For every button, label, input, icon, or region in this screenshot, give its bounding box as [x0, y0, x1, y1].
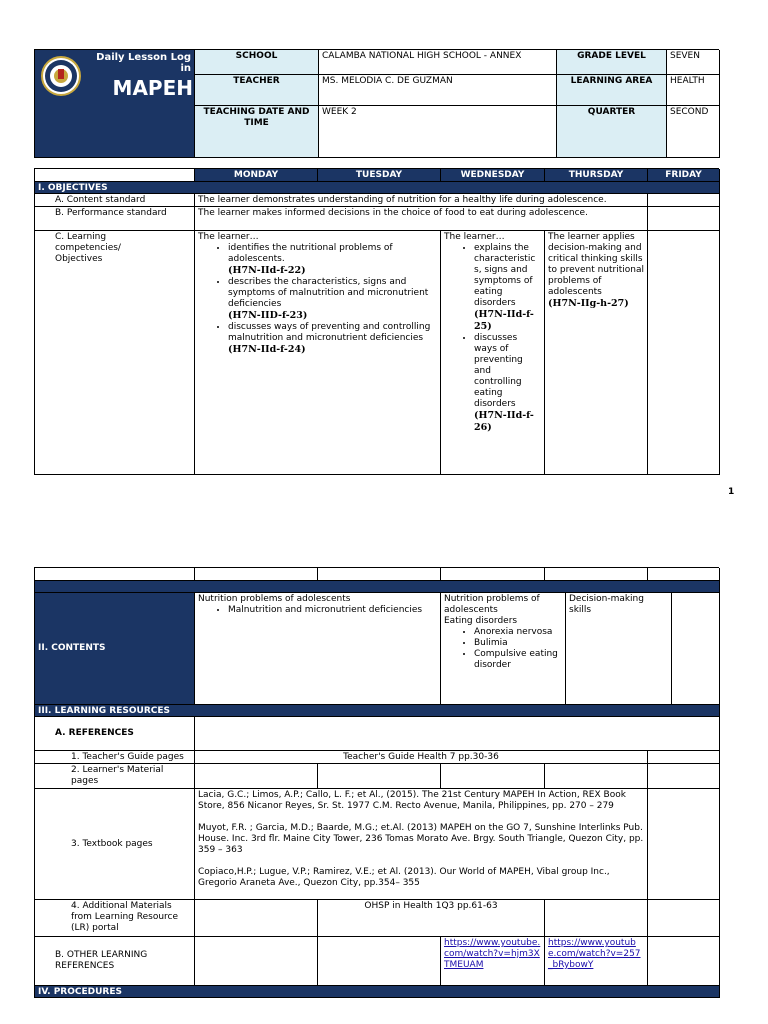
list-item: • describes the characteristics, signs and symptoms of malnutrition and micronutrient deficiencies (H7N-IID-f-23): [228, 277, 437, 322]
competency-wednesday: [441, 231, 545, 475]
day-monday: MONDAY: [195, 169, 318, 182]
mon-intro: The learner…: [198, 232, 259, 242]
competency-friday: [648, 231, 720, 475]
area-value: HEALTH: [667, 75, 720, 106]
contents-table: [34, 567, 719, 998]
blank-row-cell: [648, 568, 720, 581]
tg-value: Teacher's Guide Health 7 pp.30-36: [195, 751, 648, 764]
additional-thursday: [545, 900, 648, 937]
textbook-friday: [648, 789, 720, 900]
youtube-link-thursday[interactable]: https://www.youtube.com/watch?v=257_bRybowY: [548, 938, 641, 970]
contents-mon-text: Nutrition problems of adolescents: [198, 594, 351, 604]
list-item: • explains the characteristic s, signs and symptoms of eating disorders (H7N-IId-f-25): [474, 243, 541, 333]
log-title-line1: Daily Lesson Log: [96, 52, 191, 63]
other-friday: [648, 937, 720, 986]
contents-section-label: II. CONTENTS: [35, 593, 195, 705]
competency-label: [35, 231, 195, 475]
content-standard-label: A. Content standard: [35, 194, 195, 207]
resources-section-bar: III. LEARNING RESOURCES: [35, 705, 720, 717]
school-value: CALAMBA NATIONAL HIGH SCHOOL - ANNEX: [319, 50, 557, 75]
list-item: • Malnutrition and micronutrient deficiencies: [228, 605, 437, 616]
list-item: • Bulimia: [474, 638, 562, 649]
quarter-value: SECOND: [667, 106, 720, 158]
log-title-line2: in: [180, 63, 191, 74]
textbook-ref: Lacia, G.C.; Limos, A.P.; Callo, L. F.; et Al., (2015). The 21st Century MAPEH In Action, REX Book Store, 856 Nicanor Reyes, Sr. St. 1977 C.M. Recto Avenue, Manila, Philippines, pp. 270 – 279: [198, 790, 626, 811]
contents-thursday: Decision-making skills: [566, 593, 672, 705]
competency-code: (H7N-IId-f-22): [228, 265, 306, 276]
lm-wednesday: [441, 764, 545, 789]
list-item: • identifies the nutritional problems of adolescents. (H7N-IId-f-22): [228, 243, 437, 277]
contents-mon-list: [198, 605, 437, 616]
competency-thursday: [545, 231, 648, 475]
school-label: SCHOOL: [195, 50, 319, 75]
references-label: A. REFERENCES: [35, 717, 195, 751]
other-tuesday: [318, 937, 441, 986]
tg-label: 1. Teacher's Guide pages: [35, 751, 195, 764]
deped-seal-logo: [41, 56, 81, 96]
competency-code: (H7N-IId-f-26): [474, 410, 534, 433]
lm-friday: [648, 764, 720, 789]
performance-standard-friday: [648, 207, 720, 231]
contents-wednesday: [441, 593, 566, 705]
objectives-section-bar: I. OBJECTIVES: [35, 182, 720, 194]
day-tuesday: TUESDAY: [318, 169, 441, 182]
quarter-label: QUARTER: [557, 106, 667, 158]
lm-tuesday: [318, 764, 441, 789]
textbook-ref: Muyot, F.R. ; Garcia, M.D.; Baarde, M.G.; et.Al. (2013) MAPEH on the GO 7, Sunshine Interlinks Pub. House. Inc. 3rd flr. Maine City Tower, 236 Tomas Morato Ave. Brgy. South Triangle, Quezon City, pp. 359 – 363: [198, 823, 644, 855]
list-item: • discusses ways of preventing and controlling malnutrition and micronutrient deficiencies (H7N-IId-f-24): [228, 322, 437, 356]
blank-row-label: [35, 568, 195, 581]
blank-row-cell: [545, 568, 648, 581]
blank-row-cell: [318, 568, 441, 581]
tg-friday: [648, 751, 720, 764]
other-monday: [195, 937, 318, 986]
content-standard-value: The learner demonstrates understanding of nutrition for a healthy life during adolescence.: [195, 194, 648, 207]
other-refs-label: B. OTHER LEARNING REFERENCES: [35, 937, 195, 986]
competency-monday-tuesday: [195, 231, 441, 475]
other-thursday: [545, 937, 648, 986]
textbook-refs: [195, 789, 648, 900]
wed-objectives-list: [444, 243, 541, 434]
blank-row-cell: [195, 568, 318, 581]
contents-wed-text2: Eating disorders: [444, 616, 518, 626]
textbook-label: 3. Textbook pages: [35, 789, 195, 900]
contents-wed-list: [444, 627, 562, 671]
list-item: • Anorexia nervosa: [474, 627, 562, 638]
performance-standard-label: B. Performance standard: [35, 207, 195, 231]
list-item: • discusses ways of preventing and controlling eating disorders (H7N-IId-f-26): [474, 333, 541, 434]
grade-value: SEVEN: [667, 50, 720, 75]
competency-code: (H7N-IIg-h-27): [548, 298, 629, 309]
competency-code: (H7N-IId-f-24): [228, 344, 306, 355]
navy-spacer-bar: [35, 581, 720, 593]
day-wednesday: WEDNESDAY: [441, 169, 545, 182]
list-item: • Compulsive eating disorder: [474, 649, 562, 671]
objectives-table: [34, 168, 719, 475]
competency-code: (H7N-IId-f-25): [474, 309, 534, 332]
area-label: LEARNING AREA: [557, 75, 667, 106]
textbook-ref: Copiaco,H.P.; Lugue, V.P.; Ramirez, V.E.; et Al. (2013). Our World of MAPEH, Vibal group Inc., Gregorio Araneta Ave., Quezon City, pp.354– 355: [198, 867, 610, 888]
competency-code: (H7N-IID-f-23): [228, 310, 308, 321]
day-header-blank: [35, 169, 195, 182]
additional-value: OHSP in Health 1Q3 pp.61-63: [318, 900, 545, 937]
date-value: WEEK 2: [319, 106, 557, 158]
procedures-section-bar: IV. PROCEDURES: [35, 986, 720, 998]
references-value: [195, 717, 720, 751]
content-standard-friday: [648, 194, 720, 207]
mon-objectives-list: [198, 243, 437, 356]
teacher-label: TEACHER: [195, 75, 319, 106]
contents-monday-tuesday: [195, 593, 441, 705]
lm-thursday: [545, 764, 648, 789]
wed-intro: The learner…: [444, 232, 505, 242]
additional-label: 4. Additional Materials from Learning Resource (LR) portal: [35, 900, 195, 937]
log-title: [83, 52, 191, 74]
header-table: [34, 49, 719, 158]
contents-friday: [672, 593, 720, 705]
day-thursday: THURSDAY: [545, 169, 648, 182]
teacher-value: MS. MELODIA C. DE GUZMAN: [319, 75, 557, 106]
date-label: TEACHING DATE AND TIME: [195, 106, 319, 158]
youtube-link-wednesday[interactable]: https://www.youtube.com/watch?v=hjm3XTMEUAM: [444, 938, 541, 970]
page-number: 1: [728, 487, 735, 497]
day-friday: FRIDAY: [648, 169, 720, 182]
subject-title: MAPEH: [112, 76, 193, 100]
lm-monday: [195, 764, 318, 789]
contents-wed-text1: Nutrition problems of adolescents: [444, 594, 540, 615]
competency-label-text: C. Learning competencies/ Objectives: [55, 232, 121, 264]
additional-friday: [648, 900, 720, 937]
performance-standard-value: The learner makes informed decisions in the choice of food to eat during adolescence.: [195, 207, 648, 231]
grade-label: GRADE LEVEL: [557, 50, 667, 75]
blank-row-cell: [441, 568, 545, 581]
lm-label: 2. Learner's Material pages: [35, 764, 195, 789]
title-block: [35, 50, 195, 158]
other-wednesday: [441, 937, 545, 986]
additional-monday: [195, 900, 318, 937]
thu-objective: The learner applies decision-making and critical thinking skills to prevent nutritional problems of adolescents: [548, 232, 644, 297]
